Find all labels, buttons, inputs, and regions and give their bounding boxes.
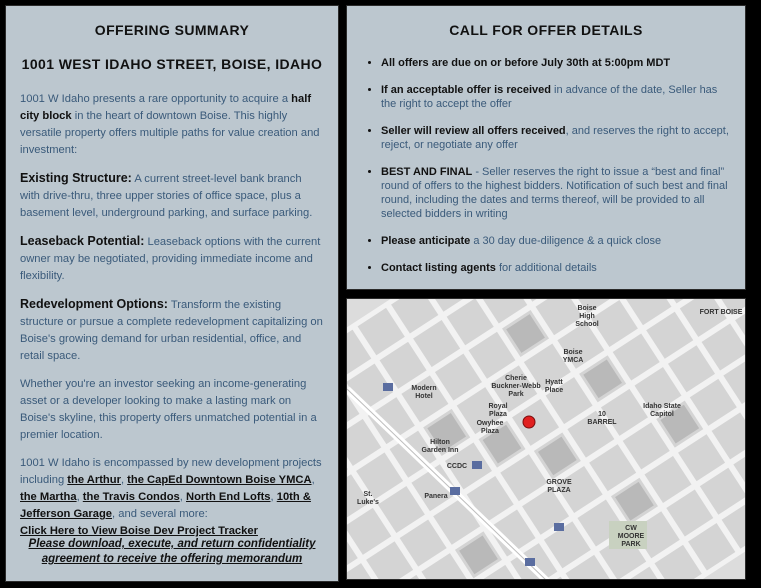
map-label-st-lukes: St. Luke's <box>357 491 379 506</box>
offer-detail-text: for additional details <box>495 262 597 274</box>
offer-detail-item <box>381 56 731 70</box>
redevelopment-heading: Redevelopment Options: <box>20 297 168 311</box>
map-label-hilton-garden-inn: Hilton Garden Inn <box>421 439 459 454</box>
offering-summary-title: OFFERING SUMMARY <box>94 22 250 38</box>
project-link-martha[interactable]: the Martha <box>20 491 77 503</box>
existing-structure-text: A current street-level bank branch with drive-thru, three upper stories of office space, plus a basement level, underground parking, and surface parking. <box>20 173 313 219</box>
projects-paragraph <box>20 455 324 540</box>
intro-text: 1001 W Idaho presents a rare opportunity to acquire a <box>20 93 292 105</box>
separator: , <box>179 491 186 503</box>
closing-paragraph: Whether you're an investor seeking an income-generating asset or a developer looking to make a lasting mark on Boise's skyline, this property offers unmatched potential in a premier location. <box>20 378 317 441</box>
projects-intro: 1001 W Idaho is encompassed by new development projects including <box>20 457 322 486</box>
map-label-hyatt-place: Hyatt Place <box>544 379 564 394</box>
offering-summary-panel <box>5 5 339 582</box>
redevelopment-text: Transform the existing structure or pursue a complete redevelopment capitalizing on Boise's growing demand for urban residential, office, and retail space. <box>20 299 323 362</box>
map-label-royal-plaza: Royal Plaza <box>488 403 508 418</box>
offer-detail-bold: BEST AND FINAL <box>381 166 473 178</box>
map-label-boise-high-school: Boise High School <box>575 305 599 328</box>
project-link-arthur[interactable]: the Arthur <box>67 474 121 486</box>
offer-detail-text: a 30 day due-diligence & a quick close <box>470 235 662 247</box>
offer-detail-item <box>381 124 731 152</box>
project-link-jefferson-garage[interactable]: 10th & Jefferson Garage <box>20 491 311 520</box>
offer-detail-text: in advance of the date, Seller has the right to accept the offer <box>381 84 718 110</box>
property-address: 1001 WEST IDAHO STREET, BOISE, IDAHO <box>21 56 323 72</box>
project-link-travis-condos[interactable]: the Travis Condos <box>82 491 180 503</box>
map-graphic <box>347 299 746 580</box>
map-label-10-barrel: 10 BARREL <box>587 411 617 426</box>
offer-detail-item <box>381 165 731 221</box>
map-label-idaho-state-capitol: Idaho State Capitol <box>643 403 681 418</box>
project-link-ymca[interactable]: the CapEd Downtown Boise YMCA <box>127 474 312 486</box>
map-label-fort-boise: FORT BOISE <box>699 309 743 316</box>
call-for-offer-panel <box>346 5 746 290</box>
map-label-ccdc: CCDC <box>446 463 468 470</box>
confidentiality-agreement-link[interactable]: Please download, execute, and return confidentiality agreement to receive the offering memorandum <box>28 538 316 565</box>
redevelopment-section <box>20 296 324 365</box>
leaseback-heading: Leaseback Potential: <box>20 234 145 248</box>
intro-highlight: half city block <box>20 93 312 122</box>
projects-outro: , and several more: <box>112 508 208 520</box>
location-map[interactable] <box>346 298 746 580</box>
offer-details-list <box>361 56 731 275</box>
project-tracker-link[interactable]: Click Here to View Boise Dev Project Tracker <box>20 525 258 537</box>
existing-structure-section <box>20 170 324 222</box>
offer-detail-text: - Seller reserves the right to issue a “best and final” round of offers to the highest bidders. Notification of such best and final round, including the dates and terms thereof, will be provided to all selected bidders in writing <box>381 166 728 220</box>
offer-detail-item <box>381 261 731 275</box>
map-label-owyhee-plaza: Owyhee Plaza <box>476 420 504 435</box>
map-label-modern-hotel: Modern Hotel <box>411 385 437 400</box>
offer-detail-item <box>381 83 731 111</box>
map-label-cherie-buckner-webb-park: Cherie Buckner-Webb Park <box>491 375 541 398</box>
map-label-boise-ymca: Boise YMCA <box>562 349 584 364</box>
call-for-offer-title: CALL FOR OFFER DETAILS <box>449 22 643 38</box>
offer-detail-bold: Please anticipate <box>381 235 471 247</box>
leaseback-section <box>20 233 324 285</box>
separator: , <box>120 474 128 486</box>
leaseback-text: Leaseback options with the current owner may be negotiated, providing immediate income and flexibility. <box>20 236 321 282</box>
separator: , <box>311 474 315 486</box>
map-label-cw-moore-park: CW MOORE PARK <box>617 525 645 548</box>
map-label-grove-plaza: GROVE PLAZA <box>546 479 572 494</box>
separator: , <box>76 491 83 503</box>
offer-detail-text: , and reserves the right to accept, reject, or negotiate any offer <box>381 125 729 151</box>
offer-detail-bold: If an acceptable offer is received <box>381 84 551 96</box>
offer-detail-bold: All offers are due on or before July 30th at 5:00pm MDT <box>381 57 671 69</box>
offer-detail-bold: Contact listing agents <box>381 262 496 274</box>
offer-detail-item <box>381 234 731 248</box>
offer-detail-bold: Seller will review all offers received <box>381 125 566 137</box>
existing-structure-heading: Existing Structure: <box>20 171 132 185</box>
intro-text-end: in the heart of downtown Boise. This highly versatile property offers multiple paths for value creation and investment: <box>20 110 320 156</box>
map-label-panera: Panera <box>424 493 448 500</box>
intro-paragraph <box>20 91 324 159</box>
project-link-north-end-lofts[interactable]: North End Lofts <box>186 491 271 503</box>
separator: , <box>270 491 277 503</box>
